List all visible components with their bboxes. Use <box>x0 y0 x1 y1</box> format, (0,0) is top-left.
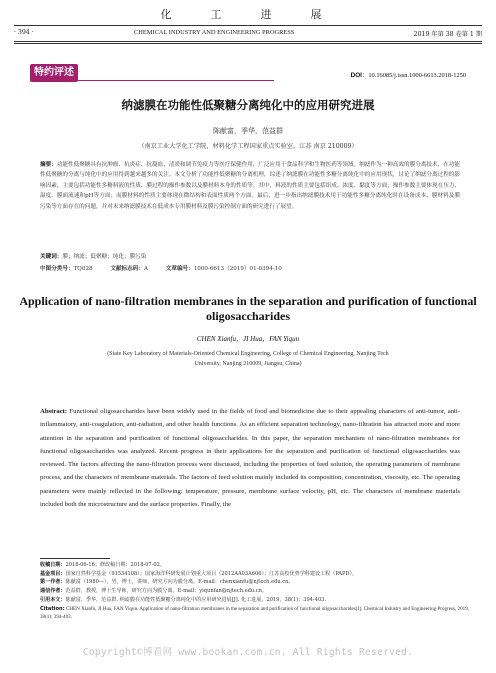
header-rule-bottom <box>14 41 482 42</box>
funding: 基金项目：国家自然科学基金（91534108）；国家海洋科研发展计划重大项目（2012AA03A606）；江苏高校优势学科建设工程（PAPD）。 <box>40 570 358 577</box>
abstract-en <box>40 405 460 511</box>
doi-value: ：10.16085/j.issn.1000-6613.2018-1250 <box>361 72 466 79</box>
citation-en: Citation: CHEN Xianfu, JI Hua, FAN Yiqun. Application of nano-filtration membranes in the separation and purification of functional oligosaccharides[J]. Chemical Industry and Engineering Progress, 2019, 38(1): 394-403. <box>40 605 470 621</box>
footnotes <box>40 561 480 622</box>
abstract-cn-text: 功能性低聚糖具有抗肿瘤、抗炎症、抗凝血、清炎和调节免疫力等医疗保健作用，广泛应用于食品科学和生物医药等领域。纳滤作为一种高效的膜分离技术，在功能性低聚糖的分离与纯化中的应用得到越来越多的关注。本文分析了功能性低聚糖的分离机理，综述了纳滤膜在功能性多糖分离纯化中的应用现状，讨论了纳滤分离过程的影响因素，主要包括功能性多糖料液的性质、膜过程的操作参数以及膜材料本身的性质等。其中，料液的性质主要包括组成、浓度、黏度等方面；操作参数主要体现在压力、温度、膜面流速和pH等方面；而膜材料的性质主要体现在微结构和表面性质两个方面。最后，进一步指出纳滤膜技术用于功能性多糖分离纯化时在设备成本、膜材料及膜污染等方面存在的问题，并对未来纳滤膜技术在低成本专用膜材料及膜污染控制方面的研究进行了展望。 <box>40 162 460 210</box>
article-title-cn: 纳滤膜在功能性低聚糖分离纯化中的应用研究进展 <box>121 98 375 112</box>
classification-meta <box>40 264 460 272</box>
abstract-en-text: Functional oligosaccharides have been widely used in the fields of food and biomedicine due to their appealing characters of anti-tumor, anti-inflammatory, anti-coagulation, anti-radiation, and other health functions. As an efficient separation technology, nano-filtration has attracted more and more attention in the separation and purification of functional oligosaccharides. In this paper, the separation mechanism of nano-filtration membranes for functional oligosaccharides was analyzed. Recent progress in their applications for the separation and purification of functional oligosaccharides was reviewed. The factors affecting the nano-filtration process were discussed, including the properties of feed solution, the operating parameters of membrane process, and the characters of membrane materials. The factors of feed solution mainly included its composition, concentration, viscosity, etc. The operating parameters were mainly reflected in the following: temperature, pressure, membrane surface velocity, pH, etc. The characters of membrane materials included both the microstructure and the surface properties. Finally, the <box>40 408 460 509</box>
running-header <box>14 29 482 40</box>
authors-en: CHEN Xianfu，JI Hua，FAN Yiqun <box>196 335 300 343</box>
document-code: 文献标志码：A <box>110 266 148 272</box>
copyright-watermark: Copyright©博看网 www.bookan.com.cn. All Rights Reserved. <box>82 647 414 658</box>
received-date: 收稿日期：2018-06-16；修改稿日期：2018-07-02。 <box>40 562 165 568</box>
header-rule-bottom-2 <box>14 43 482 44</box>
review-badge: 特约评述 <box>30 64 78 82</box>
keywords-cn-text: 膜；纳滤；低聚糖；纯化；膜污染 <box>62 254 147 260</box>
article-id: 文章编号：1000-6613（2019）01-0394-10 <box>165 266 282 272</box>
first-author: 第一作者：陈献富（1980—），男，博士，讲师，研究方向为膜分离。E-mail：chenxianfu@njtech.edu.cn。 <box>40 579 294 586</box>
abstract-en-label: Abstract: <box>40 408 68 415</box>
header-rule-top <box>14 25 482 26</box>
footnote-rule <box>40 558 110 559</box>
abstract-cn-label: 摘要： <box>40 162 57 168</box>
clc-number: 中图分类号：TQ028 <box>40 266 93 272</box>
journal-name-en: CHEMICAL INDUSTRY AND ENGINEERING PROGRESS <box>134 29 295 36</box>
page-number: · 394 · <box>14 29 34 36</box>
keywords-cn-label: 关键词： <box>40 254 63 260</box>
keywords-cn <box>40 252 460 260</box>
doi-label: DOI <box>350 72 362 79</box>
badge-rule <box>78 80 274 81</box>
journal-title-cn: 化 工 进 展 <box>160 8 336 21</box>
abstract-cn <box>40 160 460 212</box>
affiliation-en: (State Key Laboratory of Materials-Oriented Chemical Engineering, College of Chemical Engineering, Nanjing Tech University, Nanjing 210009, Jiangsu, China) <box>107 351 389 367</box>
volume-issue: 2019 年第 38 卷第 1 期 <box>413 31 482 38</box>
article-title-en: Application of nano-filtration membranes in the separation and purification of functional oligosaccharides <box>19 294 477 323</box>
corresponding-author: 通信作者：范益群，教授，博士生导师，研究方向为膜分离。E-mail：yiqunfan@njtech.edu.cn。 <box>40 588 268 595</box>
citation-cn: 引用本文：陈献富，季华，范益群. 纳滤膜在功能性低聚糖分离纯化中的应用研究进展[J]. 化工进展，2019，38(1)：394-403. <box>40 596 327 603</box>
affiliation-cn: （南京工业大学化工学院，材料化学工程国家重点实验室，江苏 南京 210009） <box>138 143 358 150</box>
authors-cn: 陈献富，季华，范益群 <box>213 127 283 135</box>
doi[interactable] <box>351 70 466 79</box>
